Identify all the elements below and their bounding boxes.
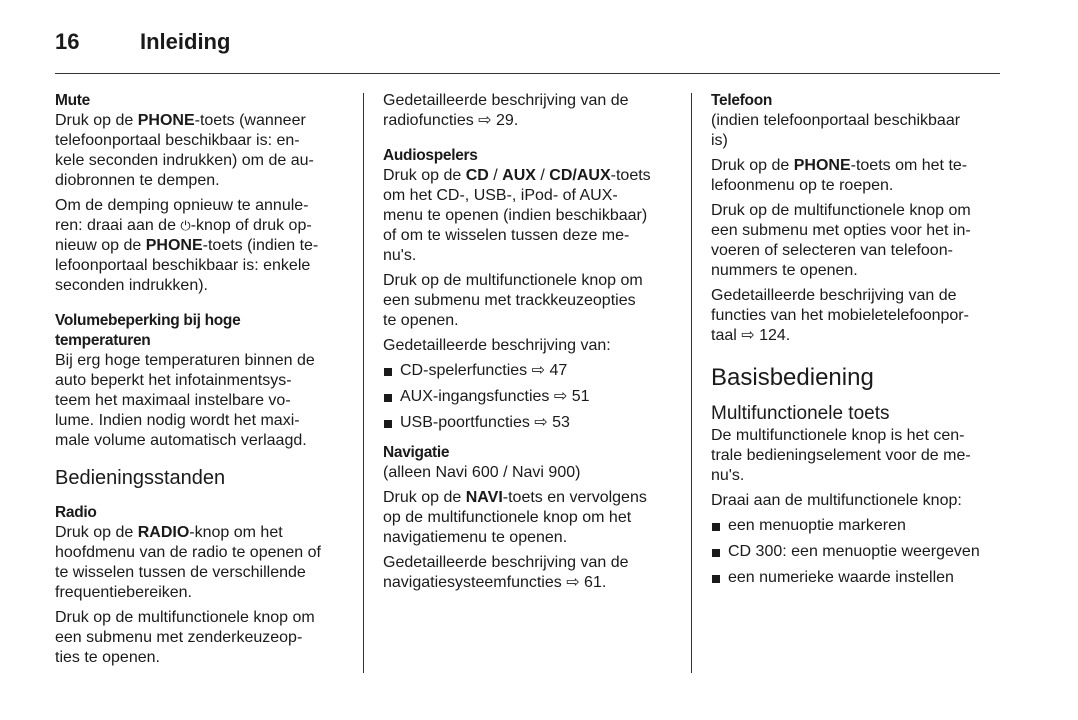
paragraph: (alleen Navi 600 / Navi 900) [383,464,581,481]
chapter-heading-basic-operation: Basisbediening [711,364,874,391]
section-heading-modes: Bedieningsstanden [55,467,226,489]
arrow-icon: ⇨ [553,388,568,405]
paragraph: Druk op de CD / AUX / CD/AUX-toets om het CD-, USB-, iPod- of AUX- menu te openen (indien beschikbaar) of om te wisselen tussen deze me- nu's. [383,167,651,264]
paragraph: Druk op de RADIO-knop om het hoofdmenu van de radio te openen of te wisselen tussen de verschillende frequentiebereiken. [55,524,321,601]
section-heading-telephone: Telefoon [711,92,773,109]
paragraph: Gedetailleerde beschrijving van: [383,337,611,354]
paragraph: Druk op de multifunctionele knop om een submenu met trackkeuzeopties te openen. [383,272,643,329]
list-item: een numerieke waarde instellen [711,568,1006,588]
column-divider [363,93,364,673]
list-item: een menuoptie markeren [711,516,1006,536]
list-item: AUX-ingangsfuncties ⇨ 51 [383,387,678,407]
paragraph: (indien telefoonportaal beschikbaar is) [711,112,961,149]
arrow-icon: ⇨ [531,362,546,379]
page-number: 16 [55,29,80,54]
column-1 [55,91,350,673]
chapter-title: Inleiding [140,29,231,54]
section-heading-navigation: Navigatie [383,444,450,461]
paragraph: De multifunctionele knop is het cen- trale bedieningselement voor de me- nu's. [711,427,971,484]
paragraph: Gedetailleerde beschrijving van de functies van het mobieletelefoonpor- taal ⇨ 124. [711,287,969,344]
paragraph: Druk op de PHONE-toets (wanneer telefoonportaal beschikbaar is: en- kele seconden indrukken) om de au- diobronnen te dempen. [55,112,314,189]
list-item: CD 300: een menuoptie weergeven [711,542,1006,562]
paragraph: Druk op de PHONE-toets om het te- lefoonmenu op te roepen. [711,157,968,194]
list-item: USB-poortfuncties ⇨ 53 [383,413,678,433]
bullet-list [383,361,678,433]
column-divider [691,93,692,673]
section-heading-mute: Mute [55,92,90,109]
paragraph: Gedetailleerde beschrijving van de navigatiesysteemfuncties ⇨ 61. [383,554,629,591]
section-heading-volume: Volumebeperking bij hoge temperaturen [55,312,241,349]
bullet-list [711,516,1006,588]
paragraph: Druk op de multifunctionele knop om een submenu met zenderkeuzeop- ties te openen. [55,609,315,666]
arrow-icon: ⇨ [534,414,548,431]
section-heading-radio: Radio [55,504,97,521]
paragraph: Druk op de NAVI-toets en vervolgens op de multifunctionele knop om het navigatiemenu te openen. [383,489,647,546]
arrow-icon: ⇨ [566,574,580,591]
arrow-icon: ⇨ [478,112,492,129]
arrow-icon: ⇨ [741,327,755,344]
column-2 [383,91,678,598]
section-heading-multifunction-knob: Multifunctionele toets [711,403,890,424]
paragraph: Bij erg hoge temperaturen binnen de auto beperkt het infotainmentsys- teem het maximaal instelbare vo- lume. Indien nodig wordt het maxi- male volume automatisch verlaagd. [55,352,315,449]
paragraph: Om de demping opnieuw te annule- ren: draai aan de ⏻-knop of druk op- nieuw op de PHONE-toets (indien te- lefoonportaal beschikbaar is: enkele seconden indrukken). [55,197,319,294]
column-3 [711,91,1006,594]
paragraph: Druk op de multifunctionele knop om een submenu met opties voor het in- voeren of selecteren van telefoon- nummers te openen. [711,202,971,279]
power-icon: ⏻ [180,218,191,233]
list-item: CD-spelerfuncties ⇨ 47 [383,361,678,381]
paragraph: Draai aan de multifunctionele knop: [711,492,962,509]
header-rule [55,73,1000,74]
paragraph: Gedetailleerde beschrijving van de radiofuncties ⇨ 29. [383,92,629,129]
section-heading-audio: Audiospelers [383,147,478,164]
